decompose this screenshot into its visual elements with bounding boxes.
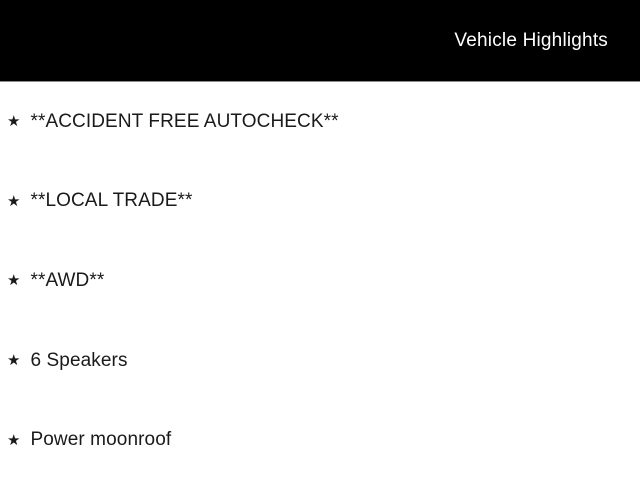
list-item — [0, 321, 640, 401]
list-item — [0, 241, 640, 321]
star-icon: ★ — [7, 351, 21, 370]
list-item-label: **LOCAL TRADE** — [30, 190, 193, 212]
header-bar — [0, 0, 640, 82]
list-item-label: **AWD** — [30, 269, 105, 291]
list-item-label: Power moonroof — [30, 429, 172, 451]
list-item-label: 6 Speakers — [30, 349, 128, 371]
page-title: Vehicle Highlights — [454, 29, 608, 51]
highlight-list — [0, 82, 640, 480]
list-item-label: **ACCIDENT FREE AUTOCHECK** — [30, 110, 339, 132]
list-item — [0, 82, 640, 162]
star-icon: ★ — [7, 191, 21, 210]
star-icon: ★ — [7, 112, 21, 131]
star-icon: ★ — [7, 430, 21, 449]
star-icon: ★ — [7, 271, 21, 290]
list-item — [0, 400, 640, 480]
list-item — [0, 162, 640, 242]
